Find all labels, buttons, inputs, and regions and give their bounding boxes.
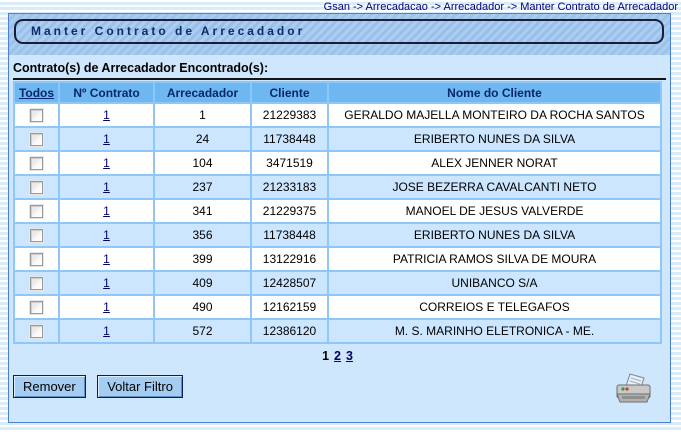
arrecadador-cell: 104 [154,151,251,175]
row-checkbox-cell [14,247,59,271]
row-checkbox[interactable] [30,325,43,338]
pagination [13,344,662,369]
table-body [14,103,661,343]
arrecadador-cell: 490 [154,295,251,319]
row-checkbox-cell [14,223,59,247]
row-checkbox[interactable] [30,109,43,122]
header-todos [14,82,59,103]
contrato-link[interactable]: 1 [103,324,110,338]
cliente-cell: 21233183 [251,175,328,199]
contrato-link[interactable]: 1 [103,132,110,146]
divider-line [13,78,666,80]
page-title: Manter Contrato de Arrecadador [14,19,664,44]
contrato-cell [59,151,154,175]
row-checkbox-cell [14,175,59,199]
contrato-link[interactable]: 1 [103,108,110,122]
row-checkbox[interactable] [30,229,43,242]
nome-cliente-cell: GERALDO MAJELLA MONTEIRO DA ROCHA SANTOS [328,103,661,127]
nome-cliente-cell: CORREIOS E TELEGAFOS [328,295,661,319]
nome-cliente-cell: ERIBERTO NUNES DA SILVA [328,223,661,247]
nome-cliente-cell: JOSE BEZERRA CAVALCANTI NETO [328,175,661,199]
contrato-cell [59,223,154,247]
arrecadador-cell: 572 [154,319,251,343]
remover-button[interactable]: Remover [13,375,86,398]
main-panel [8,13,671,423]
row-checkbox[interactable] [30,301,43,314]
nome-cliente-cell: ALEX JENNER NORAT [328,151,661,175]
row-checkbox-cell [14,103,59,127]
row-checkbox-cell [14,199,59,223]
table-row [14,199,661,223]
results-subtitle: Contrato(s) de Arrecadador Encontrado(s): [13,61,269,75]
arrecadador-cell: 341 [154,199,251,223]
cliente-cell: 11738448 [251,223,328,247]
arrecadador-cell: 24 [154,127,251,151]
contrato-link[interactable]: 1 [103,276,110,290]
header-cliente: Cliente [251,82,328,103]
row-checkbox-cell [14,151,59,175]
header-arrecadador: Arrecadador [154,82,251,103]
table-row [14,271,661,295]
contrato-cell [59,127,154,151]
arrecadador-cell: 399 [154,247,251,271]
row-checkbox[interactable] [30,205,43,218]
breadcrumb: Gsan -> Arrecadacao -> Arrecadador -> Manter Contrato de Arrecadador [323,1,678,13]
contrato-cell [59,199,154,223]
contrato-link[interactable]: 1 [103,252,110,266]
contrato-link[interactable]: 1 [103,300,110,314]
pagination-page-2-link[interactable]: 2 [334,349,341,363]
row-checkbox[interactable] [30,277,43,290]
arrecadador-cell: 1 [154,103,251,127]
title-band [9,14,670,55]
header-num-contrato: Nº Contrato [59,82,154,103]
row-checkbox-cell [14,271,59,295]
cliente-cell: 12162159 [251,295,328,319]
select-all-link[interactable]: Todos [18,85,55,100]
table-row [14,295,661,319]
cliente-cell: 3471519 [251,151,328,175]
row-checkbox[interactable] [30,181,43,194]
row-checkbox[interactable] [30,157,43,170]
nome-cliente-cell: UNIBANCO S/A [328,271,661,295]
contrato-cell [59,319,154,343]
cliente-cell: 11738448 [251,127,328,151]
contrato-link[interactable]: 1 [103,228,110,242]
row-checkbox[interactable] [30,133,43,146]
cliente-cell: 13122916 [251,247,328,271]
table-row [14,319,661,343]
pagination-current-page: 1 [322,349,330,363]
table-row [14,103,661,127]
nome-cliente-cell: PATRICIA RAMOS SILVA DE MOURA [328,247,661,271]
voltar-filtro-button[interactable]: Voltar Filtro [97,375,183,398]
cliente-cell: 12428507 [251,271,328,295]
contrato-link[interactable]: 1 [103,156,110,170]
table-row [14,151,661,175]
row-checkbox-cell [14,295,59,319]
table-header-row [14,82,661,103]
contrato-link[interactable]: 1 [103,204,110,218]
nome-cliente-cell: ERIBERTO NUNES DA SILVA [328,127,661,151]
table-row [14,247,661,271]
contrato-cell [59,271,154,295]
contrato-cell [59,247,154,271]
table-row [14,175,661,199]
arrecadador-cell: 409 [154,271,251,295]
contrato-cell [59,295,154,319]
row-checkbox-cell [14,127,59,151]
arrecadador-cell: 237 [154,175,251,199]
header-nome-cliente: Nome do Cliente [328,82,661,103]
contrato-cell [59,103,154,127]
cliente-cell: 12386120 [251,319,328,343]
table-row [14,127,661,151]
nome-cliente-cell: MANOEL DE JESUS VALVERDE [328,199,661,223]
pagination-page-3-link[interactable]: 3 [345,349,353,363]
cliente-cell: 21229375 [251,199,328,223]
arrecadador-cell: 356 [154,223,251,247]
action-buttons [13,375,670,398]
table-row [14,223,661,247]
cliente-cell: 21229383 [251,103,328,127]
nome-cliente-cell: M. S. MARINHO ELETRONICA - ME. [328,319,661,343]
contrato-link[interactable]: 1 [103,180,110,194]
printer-icon[interactable] [614,372,654,406]
results-table [13,81,662,344]
row-checkbox[interactable] [30,253,43,266]
row-checkbox-cell [14,319,59,343]
contrato-cell [59,175,154,199]
